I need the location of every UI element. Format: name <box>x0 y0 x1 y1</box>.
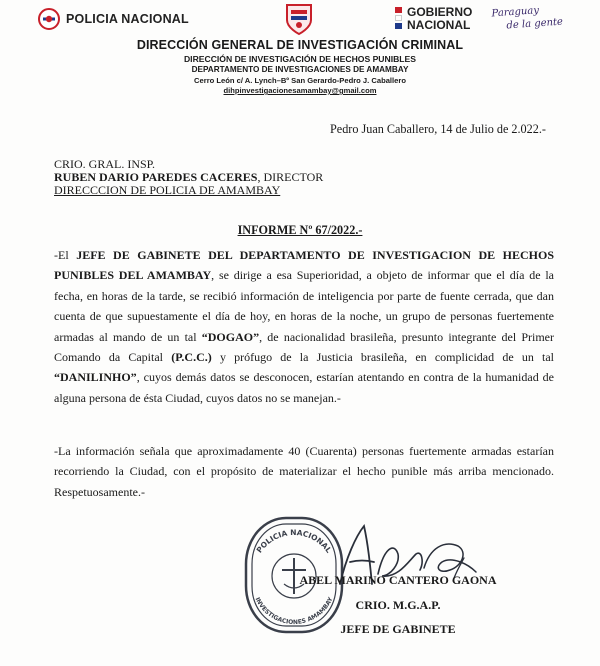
addressee-name: RUBEN DARIO PAREDES CACERES <box>54 170 258 184</box>
stamp-top-text: POLICIA NACIONAL <box>254 527 334 555</box>
addressee-rank: CRIO. GRAL. INSP. <box>54 157 156 171</box>
p1-bold-dogao: “DOGAO” <box>201 329 260 344</box>
nacional-label: NACIONAL <box>407 18 471 32</box>
date-line: Pedro Juan Caballero, 14 de Julio de 2.022.- <box>330 122 546 136</box>
p1-bold-danilinho: “DANILINHO” <box>54 370 137 385</box>
addressee-role: , DIRECTOR <box>257 170 324 184</box>
p1-bold-pcc: (P.C.C.) <box>171 350 212 365</box>
paragraph-2: -La información señala que aproximadamente 40 (Cuarenta) personas fuertemente armadas estarían recorriendo la Ciudad, con el propósito de materializar el hecho punible más arriba mencionado. Respetuosamente.- <box>54 444 554 499</box>
policia-nacional-label: POLICIA NACIONAL <box>66 12 189 26</box>
header-departamento: DEPARTAMENTO DE INVESTIGACIONES DE AMAMBAY <box>191 65 409 74</box>
paragraph-1 <box>54 245 554 408</box>
police-badge-icon <box>38 8 60 30</box>
p1-text-3: , de nacionalidad brasileña, presunto integrante del Primer Comando da Capital <box>54 329 554 365</box>
header-direccion-general: DIRECCIÓN GENERAL DE INVESTIGACIÓN CRIMINAL <box>136 38 464 52</box>
gobierno-nacional-logo <box>395 6 472 32</box>
p1-text-5: , cuyos demás datos se desconocen, estarían atentando en contra de la humanidad de alguna persona de ésta Ciudad, cuyos datos no se manejan.- <box>54 370 554 405</box>
gobierno-label: GOBIERNO <box>407 5 473 19</box>
header-email: dihpinvestigacionesamambay@gmail.com <box>223 86 377 95</box>
header-direccion-hechos-punibles: DIRECCIÓN DE INVESTIGACIÓN DE HECHOS PUNIBLES <box>183 54 417 64</box>
addressee-office: DIRECCCION DE POLICIA DE AMAMBAY <box>54 183 281 197</box>
signer-name: ABEL MARINO CANTERO GAONA <box>299 573 497 587</box>
document-title: INFORME Nº 67/2022.- <box>237 223 363 237</box>
p1-text-1: -El <box>54 248 77 262</box>
policia-nacional-logo <box>38 8 189 30</box>
stamp-bottom-text: INVESTIGACIONES AMAMBAY <box>253 596 335 627</box>
de-la-gente-label: de la gente <box>506 16 564 32</box>
national-crest-icon <box>284 2 314 36</box>
p1-bold-sender: JEFE DE GABINETE DEL DEPARTAMENTO DE INVESTIGACION DE HECHOS PUNIBLES DEL AMAMBAY <box>54 248 554 283</box>
paraguay-label: Paraguay <box>491 5 540 20</box>
header-address: Cerro León c/ A. Lynch–Bº San Gerardo-Pedro J. Caballero <box>194 76 406 85</box>
p1-text-4: y prófugo de la Justicia brasileña, en complicidad de un tal <box>211 350 555 365</box>
p1-text-2: , se dirige a esa Superioridad, a objeto de informar que el día de la fecha, en horas de la tarde, se recibió información de inteligencia por parte de fuente cerrada, que dan cuenta de que supuestamente el día de hoy, en horas de la noche, un grupo de personas fuertemente armadas al mando de un tal <box>54 268 554 344</box>
paraguay-de-la-gente-logo <box>491 3 563 34</box>
flag-bars-icon <box>395 7 402 29</box>
signer-rank: CRIO. M.G.A.P. <box>355 598 441 612</box>
signer-position: JEFE DE GABINETE <box>340 622 456 636</box>
